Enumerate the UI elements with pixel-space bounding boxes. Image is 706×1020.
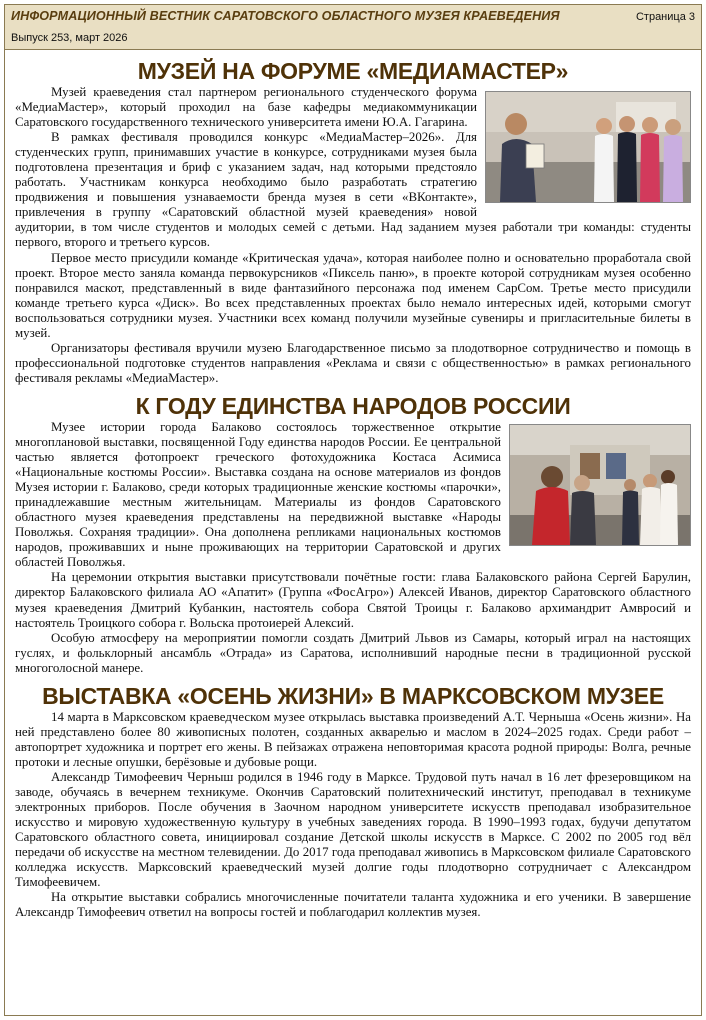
- article-paragraph: Музее истории города Балаково состоялось торжественное открытие многоплановой выставки, посвященной Году единства народов России. Ее центральной частью является фотопроект греческого фотохудожника Костаса Асимиса «Национальные костюмы России». Выставка создана на основе материалов из фондов Музея истории г. Балаково, среди которых традиционные женские костюмы «парочки», принадлежавшие местным жительницам. Материалы из фондов Саратовского областного музея краеведения представлены на передвижной выставке «Народы Поволжья. Сохраняя традиции». Она дополнена репликами национальных костюмов народов, проживавших и ныне проживающих на территории Саратовской и других областей Поволжья.: [15, 419, 501, 570]
- article-heading: ВЫСТАВКА «ОСЕНЬ ЖИЗНИ» В МАРКСОВСКОМ МУЗЕЕ: [42, 682, 664, 709]
- article-paragraph: Александр Тимофеевич Черныш родился в 1946 году в Марксе. Трудовой путь начал в 16 лет фрезеровщиком на заводе, обучаясь в вечернем техникуме. Окончив Саратовский политехнический институт, преподавал в техникуме электронных приборов. После обучения в Заочном народном университете искусств преподавал изобразительное искусство и мировую художественную культуру в учебных заведениях города. В 1990–1993 годах, будучи депутатом Саратовского областного совета, инициировал создание Детской школы искусств в Марксе. С 2002 по 2005 год вёл передачи об искусстве на местном телевидении. До 2017 года преподавал живопись в Марксовском филиале Саратовского колледжа искусств. Марксовский краеведческий музей долгие годы плодотворно сотрудничает с Александром Тимофеевичем.: [15, 769, 691, 890]
- article-mediamaster: [15, 57, 691, 386]
- article-paragraph: В рамках фестиваля проводился конкурс «МедиаМастер–2026». Для студенческих групп, принимавших участие в конкурсе, сотрудниками музея была подготовлена презентация и бриф с указанием задач, над которыми предстояло работать. Участникам конкурса необходимо было разработать стратегию продвижения и повышения узнаваемости бренда музея в сети «ВКонтакте», привлечения в группу «Саратовский областной музей краеведения» новой аудитории, в том числе студентов и молодых семей с детьми. Над заданием музея работали три команды: студенты первого, второго и третьего курсов.: [15, 130, 691, 250]
- article-paragraph: Первое место присудили команде «Критическая удача», которая наиболее полно и основательно проработала свой проект. Второе место заняла команда первокурсников «Пиксель паню», в проекте которой сотрудникам музея особенно понравился маскот, представленный в виде фантазийного персонажа под именем СарСом. Третье место присудили команде третьего курса «Диск». Во всех представленных проектах было немало интересных идей, которыми смогут воспользоваться сотрудники музея. Участники всех команд получили музейные сувениры и пригласительные билеты в музей.: [15, 250, 691, 340]
- issue-number: Выпуск 253, март 2026: [11, 32, 128, 44]
- article-paragraph: Музей краеведения стал партнером регионального студенческого форума «МедиаМастер», который проходил на базе кафедры медиакоммуникации Саратовского государственного технического университета имени Ю.А. Гагарина.: [15, 85, 477, 130]
- article-unity-year: [15, 392, 691, 676]
- newsletter-page: [4, 4, 702, 1016]
- five-women-presenting-award-photo: [485, 91, 691, 203]
- article-paragraph: На открытие выставки собрались многочисленные почитатели таланта художника и его ученики. В завершение Александр Тимофеевич ответил на вопросы гостей и поблагодарил коллектив музея.: [15, 890, 691, 920]
- article-heading: К ГОДУ ЕДИНСТВА НАРОДОВ РОССИИ: [135, 392, 571, 419]
- masthead: [5, 5, 701, 50]
- article-paragraph: Особую атмосферу на мероприятии помогли создать Дмитрий Львов из Самары, который играл на настоящих гуслях, и фольклорный ансамбль «Отрада» из Саратова, исполнивший народные песни в традиционной русской многоголосной манере.: [15, 630, 691, 675]
- article-heading: МУЗЕЙ НА ФОРУМЕ «МЕДИАМАСТЕР»: [137, 58, 569, 84]
- exhibition-visitors-photo: [509, 424, 691, 546]
- newsletter-title: ИНФОРМАЦИОННЫЙ ВЕСТНИК САРАТОВСКОГО ОБЛАСТНОГО МУЗЕЯ КРАЕВЕДЕНИЯ: [11, 9, 560, 23]
- article-paragraph: На церемонии открытия выставки присутствовали почётные гости: глава Балаковского района Сергей Барулин, директор Балаковского филиала АО «Апатит» (Группа «ФосАгро») Алексей Иванов, директор Саратовского областного музея краеведения Дмитрий Кубанкин, настоятель собора Святой Троицы г. Балаково архимандрит Амвросий и настоятель Троицкого собора г. Вольска протоиерей Алексий.: [15, 570, 691, 630]
- article-paragraph: 14 марта в Марксовском краеведческом музее открылась выставка произведений А.Т. Черныша «Осень жизни». На ней представлено более 80 живописных полотен, созданных акварелью и маслом в 2024–2025 годах. Среди работ – автопортрет художника и портрет его жены. В пейзажах отражена неповторимая красота родной природы: Волга, речные протоки и лесные опушки, берёзовые и дубовые рощи.: [15, 709, 691, 769]
- page-number: Страница 3: [635, 11, 695, 23]
- page-content: [15, 57, 691, 920]
- article-autumn-of-life: [15, 682, 691, 921]
- article-paragraph: Организаторы фестиваля вручили музею Благодарственное письмо за плодотворное сотрудничество и помощь в профессиональной подготовке студентов направления «Реклама и связи с общественностью» в рамках регионального фестиваля рекламы «МедиаМастер».: [15, 340, 691, 385]
